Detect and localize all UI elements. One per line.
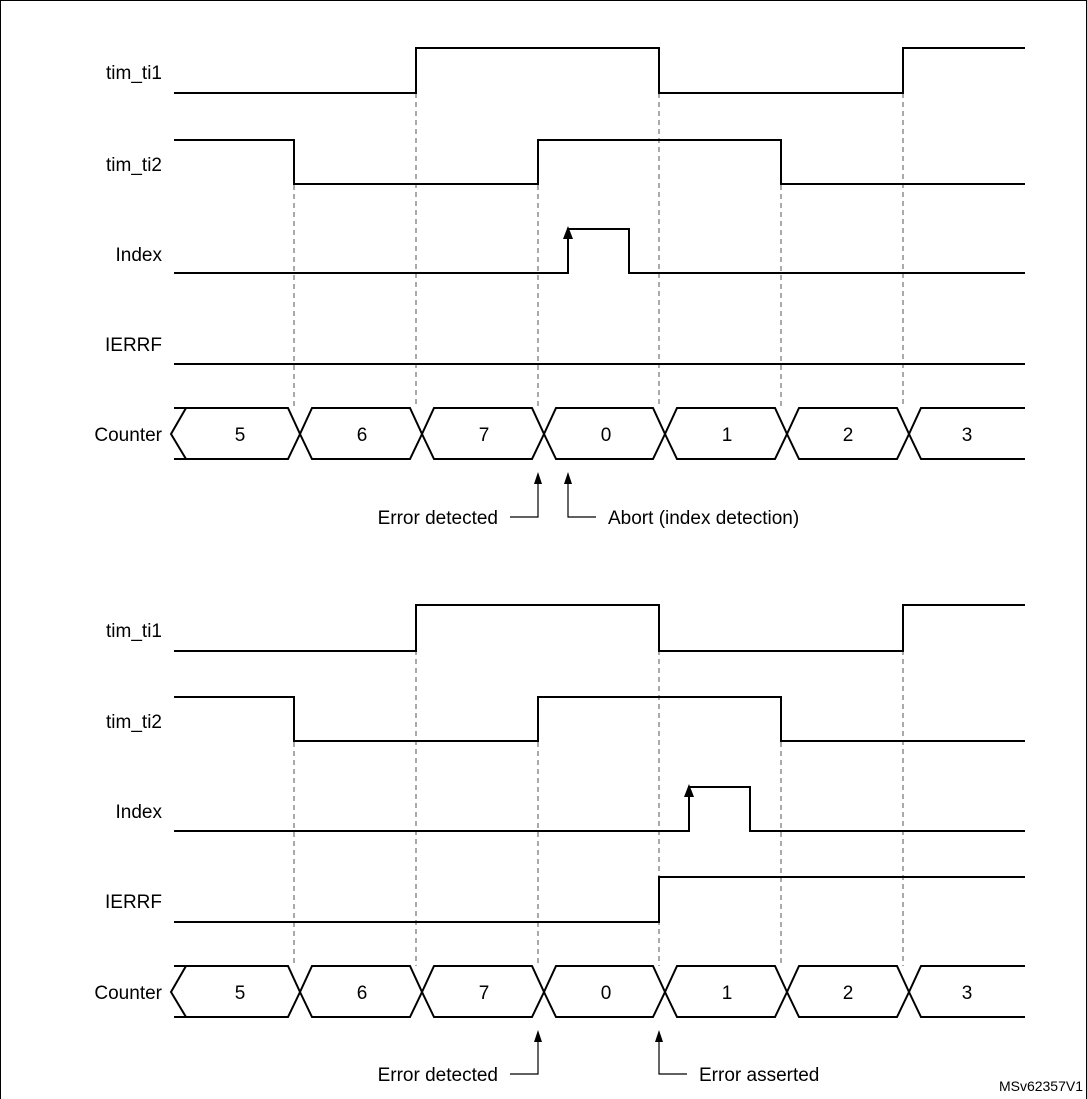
note-error-detected: Error detected [377, 1065, 498, 1086]
counter-value: 3 [961, 425, 973, 446]
label-tim-ti1: tim_ti1 [106, 63, 162, 84]
wave-tim-ti1 [174, 48, 1025, 93]
counter-value: 6 [356, 983, 368, 1004]
wave-counter [171, 408, 1025, 459]
counter-value: 3 [961, 983, 973, 1004]
edge-guides [294, 605, 903, 966]
counter-value: 5 [234, 425, 246, 446]
label-counter: Counter [94, 983, 162, 1004]
label-ierrf: IERRF [105, 335, 162, 356]
note-error-detected: Error detected [377, 508, 498, 529]
label-ierrf: IERRF [105, 892, 162, 913]
wave-index [174, 787, 1025, 831]
annotation-arrows [510, 476, 596, 517]
label-tim-ti2: tim_ti2 [106, 155, 162, 176]
arrow-head [534, 1030, 542, 1042]
wave-tim-ti2 [174, 697, 1025, 741]
label-tim-ti2: tim_ti2 [106, 712, 162, 733]
counter-value: 2 [842, 983, 854, 1004]
wave-index [174, 229, 1025, 273]
label-index: Index [115, 802, 162, 823]
arrow-head [564, 472, 572, 484]
figure-reference-id: MSv62357V1 [998, 1078, 1083, 1094]
counter-value: 1 [721, 983, 733, 1004]
index-rise-arrow [563, 226, 573, 239]
note-error-asserted: Error asserted [699, 1065, 820, 1086]
label-index: Index [115, 245, 162, 266]
label-tim-ti1: tim_ti1 [106, 621, 162, 642]
counter-value: 0 [600, 983, 612, 1004]
counter-value: 7 [478, 425, 490, 446]
arrow-head [655, 1030, 663, 1042]
index-rise-arrow [684, 784, 694, 797]
wave-tim-ti2 [174, 140, 1025, 184]
counter-value: 7 [478, 983, 490, 1004]
arrow-head [534, 472, 542, 484]
counter-value: 5 [234, 983, 246, 1004]
panel-index-abort [94, 48, 1025, 529]
counter-value: 2 [842, 425, 854, 446]
wave-ierrf [174, 877, 1025, 922]
note-abort: Abort (index detection) [608, 508, 800, 529]
counter-value: 0 [600, 425, 612, 446]
counter-value: 6 [356, 425, 368, 446]
wave-counter [171, 966, 1025, 1017]
wave-tim-ti1 [174, 605, 1025, 651]
figure-border [1, 1, 1087, 1099]
counter-value: 1 [721, 425, 733, 446]
label-counter: Counter [94, 425, 162, 446]
panel-error-asserted [94, 605, 1025, 1086]
